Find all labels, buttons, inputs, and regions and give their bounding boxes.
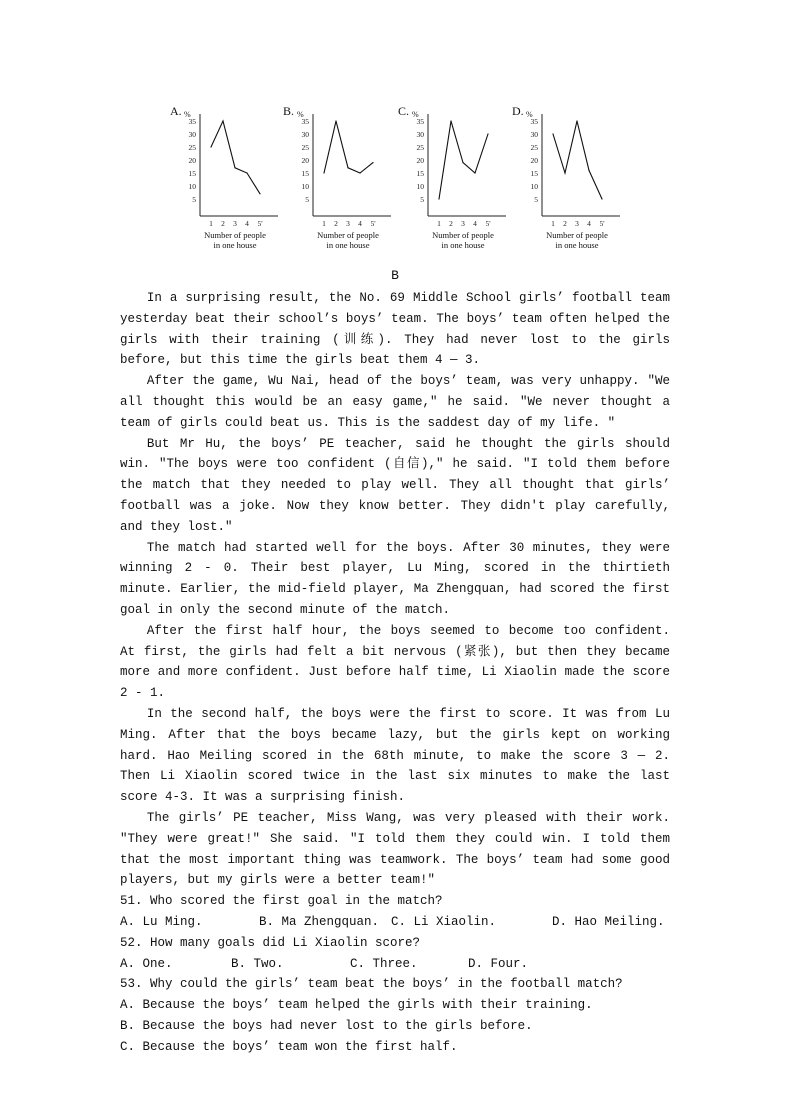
y-tick-label: 15 [301,169,309,178]
q53-option-b[interactable]: B. Because the boys had never lost to the girls before. [120,1018,533,1033]
paragraph-1: In a surprising result, the No. 69 Middle School girls’ football team yesterday beat their school’s boys’ team. The boys’ team often helped the girls with their training (训练). They had never lost to the girls before, but this time the girls beat them 4 — 3. [120,291,670,368]
q52-option-c[interactable]: C. Three. [350,956,418,971]
line-chart-svg [396,104,511,229]
y-tick-label: 25 [301,143,309,152]
q52-option-a[interactable]: A. One. [120,956,173,971]
data-point [552,133,553,134]
y-tick-label: 20 [301,156,309,165]
data-point [576,120,577,121]
option-charts [168,104,628,254]
data-point [259,193,260,194]
paragraph-3: But Mr Hu, the boys’ PE teacher, said he thought the girls should win. ″The boys were too confident (自信),″ he said. ″I told them before the match that they needed to play well. They all thought that girls’ football was a joke. Now they know better. They didn′t play carefully, and they lost.″ [120,436,670,534]
q53-option-c[interactable]: C. Because the boys’ team won the first half. [120,1039,458,1054]
data-point [588,170,589,171]
x-axis-label: Number of people in one house [432,230,494,250]
y-tick-label: 30 [416,130,424,139]
question-51-stem: 51. Who scored the first goal in the match? [120,894,443,909]
question-53-stem: 53. Why could the girls’ team beat the boys’ in the football match? [120,977,623,992]
data-point [487,133,488,134]
x-tick-label: 4 [473,219,477,228]
data-point [222,120,223,121]
y-tick-label: 5 [305,195,309,204]
question-52-options [120,954,670,975]
data-point [462,162,463,163]
q51-option-c[interactable]: C. Li Xiaolin. [391,914,497,929]
data-point [210,146,211,147]
x-tick-label: 5' [485,219,491,228]
q53-option-a[interactable]: A. Because the boys’ team helped the girls with their training. [120,998,593,1013]
paragraph-4: The match had started well for the boys. After 30 minutes, they were winning 2 - 0. Their best player, Lu Ming, scored in the thirtieth minute. Earlier, the mid-field player, Ma Zhengquan, had scored the first goal in only the second minute of the match. [120,540,670,617]
chart-letter: C. [398,104,410,118]
passage-body [120,288,670,1057]
x-tick-label: 3 [461,219,465,228]
passage-title: B [391,268,399,283]
y-tick-label: 35 [301,117,309,126]
x-tick-label: 1 [437,219,441,228]
y-tick-label: 20 [416,156,424,165]
data-point [450,120,451,121]
series-line [324,121,373,173]
y-tick-label: 35 [416,117,424,126]
x-axis-label: Number of people in one house [546,230,608,250]
data-point [335,120,336,121]
line-chart-svg [168,104,283,229]
chart-b [281,104,391,254]
y-tick-label: 10 [530,182,538,191]
y-axis-unit: % [526,110,533,119]
x-tick-label: 3 [575,219,579,228]
chart-d [510,104,620,254]
y-tick-label: 15 [530,169,538,178]
chart-letter: D. [512,104,524,118]
series-line [211,121,260,194]
y-tick-label: 30 [530,130,538,139]
y-tick-label: 5 [192,195,196,204]
data-point [359,172,360,173]
y-tick-label: 5 [534,195,538,204]
x-tick-label: 4 [587,219,591,228]
y-tick-label: 25 [188,143,196,152]
line-chart-svg [281,104,396,229]
y-axis-unit: % [184,110,191,119]
x-tick-label: 5' [370,219,376,228]
y-tick-label: 20 [530,156,538,165]
data-point [438,198,439,199]
x-tick-label: 4 [358,219,362,228]
x-tick-label: 2 [334,219,338,228]
y-tick-label: 5 [420,195,424,204]
paragraph-7: The girls’ PE teacher, Miss Wang, was very pleased with their work. ″They were great!″ She said. ″I told them they could win. I told them that the most important thing was teamwork. The boys’ team had some good players, but my girls were a better team!″ [120,810,670,888]
y-tick-label: 10 [416,182,424,191]
x-tick-label: 2 [221,219,225,228]
q51-option-d[interactable]: D. Hao Meiling. [552,914,665,929]
y-tick-label: 30 [301,130,309,139]
y-tick-label: 15 [416,169,424,178]
chart-letter: B. [283,104,295,118]
data-point [372,162,373,163]
x-tick-label: 3 [233,219,237,228]
q52-option-d[interactable]: D. Four. [468,956,529,971]
paragraph-5: After the first half hour, the boys seemed to become too confident. At first, the girls had felt a bit nervous (紧张), but then they became more and more confident. Just before half time, Li Xiaolin made the score 2 - 1. [120,623,670,701]
question-51-options [120,912,670,933]
data-point [474,172,475,173]
y-tick-label: 25 [530,143,538,152]
y-tick-label: 10 [301,182,309,191]
q51-option-b[interactable]: B. Ma Zhengquan. [259,914,380,929]
chart-c [396,104,506,254]
paragraph-2: After the game, Wu Nai, head of the boys’ team, was very unhappy. ″We all thought this would be an easy game,″ he said. ″We never thought a team of girls could beat us. This is the saddest day of my life. ″ [120,374,670,430]
q52-option-b[interactable]: B. Two. [231,956,284,971]
x-tick-label: 1 [209,219,213,228]
y-tick-label: 15 [188,169,196,178]
x-tick-label: 4 [245,219,249,228]
y-tick-label: 35 [188,117,196,126]
question-52-stem: 52. How many goals did Li Xiaolin score? [120,935,421,950]
paragraph-6: In the second half, the boys were the first to score. It was from Lu Ming. After that the boys became lazy, but the girls kept on working hard. Hao Meiling scored in the 68th minute, to make the score 3 — 2. Then Li Xiaolin scored twice in the last six minutes to make the last score 4-3. It was a surprising finish. [120,706,670,805]
chart-letter: A. [170,104,182,118]
series-line [439,121,488,199]
line-chart-svg [510,104,625,229]
data-point [601,198,602,199]
x-axis-label: Number of people in one house [317,230,379,250]
x-tick-label: 5' [599,219,605,228]
data-point [564,172,565,173]
x-tick-label: 5' [257,219,263,228]
series-line [553,121,602,199]
y-tick-label: 10 [188,182,196,191]
y-tick-label: 30 [188,130,196,139]
x-tick-label: 3 [346,219,350,228]
x-tick-label: 1 [551,219,555,228]
data-point [323,172,324,173]
data-point [234,167,235,168]
data-point [246,172,247,173]
y-tick-label: 20 [188,156,196,165]
data-point [347,167,348,168]
x-tick-label: 1 [322,219,326,228]
y-tick-label: 25 [416,143,424,152]
y-axis-unit: % [297,110,304,119]
x-tick-label: 2 [563,219,567,228]
x-axis-label: Number of people in one house [204,230,266,250]
q51-option-a[interactable]: A. Lu Ming. [120,914,203,929]
y-axis-unit: % [412,110,419,119]
y-tick-label: 35 [530,117,538,126]
chart-a [168,104,278,254]
x-tick-label: 2 [449,219,453,228]
